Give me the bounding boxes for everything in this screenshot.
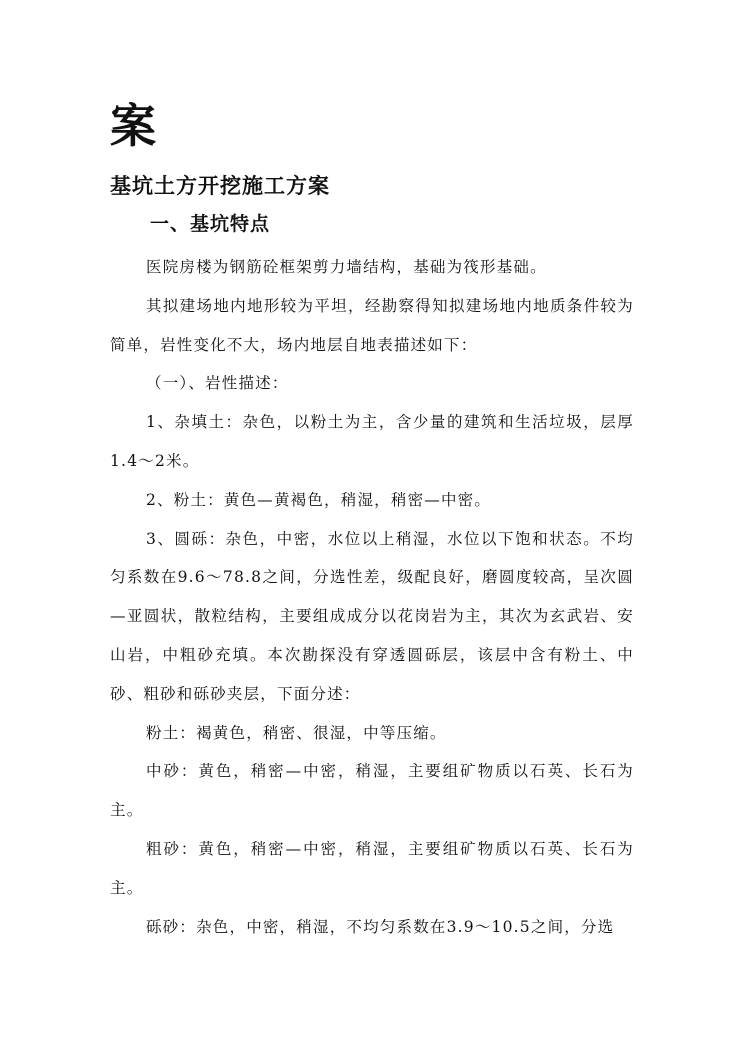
paragraph: 3、圆砾：杂色，中密，水位以上稍湿，水位以下饱和状态。不均匀系数在9.6～78.8之间，分选性差，级配良好，磨圆度较高，呈次圆—亚圆状，散粒结构，主要组成成分以花岗岩为主，其次为玄武岩、安山岩，中粗砂充填。本次勘探没有穿透圆砾层，该层中含有粉土、中砂、粗砂和砾砂夹层，下面分述： xyxy=(110,529,634,703)
paragraph: 粗砂：黄色，稍密—中密，稍湿，主要组矿物质以石英、长石为主。 xyxy=(110,839,634,897)
paragraph: 粉土：褐黄色，稍密、很湿，中等压缩。 xyxy=(146,723,447,742)
body-text xyxy=(110,248,634,946)
paragraph: （一）、岩性描述： xyxy=(146,374,289,393)
document-title: 基坑土方开挖施工方案 xyxy=(110,173,330,198)
paragraph: 中砂：黄色，稍密—中密，稍湿，主要组矿物质以石英、长石为主。 xyxy=(110,762,634,820)
paragraph: 其拟建场地内地形较为平坦，经勘察得知拟建场地内地质条件较为简单，岩性变化不大，场内地层自地表描述如下： xyxy=(110,296,634,354)
paragraph: 1、杂填土：杂色，以粉土为主，含少量的建筑和生活垃圾，层厚1.4～2米。 xyxy=(110,413,634,470)
paragraph: 2、粉土：黄色—黄褐色，稍湿，稍密—中密。 xyxy=(146,490,492,509)
paragraph: 医院房楼为钢筋砼框架剪力墙结构，基础为筏形基础。 xyxy=(146,258,547,276)
paragraph: 砾砂：杂色，中密，稍湿，不均匀系数在3.9～10.5之间，分选 xyxy=(146,917,615,936)
big-character: 案 xyxy=(110,99,156,153)
section-heading: 一、基坑特点 xyxy=(150,213,271,235)
